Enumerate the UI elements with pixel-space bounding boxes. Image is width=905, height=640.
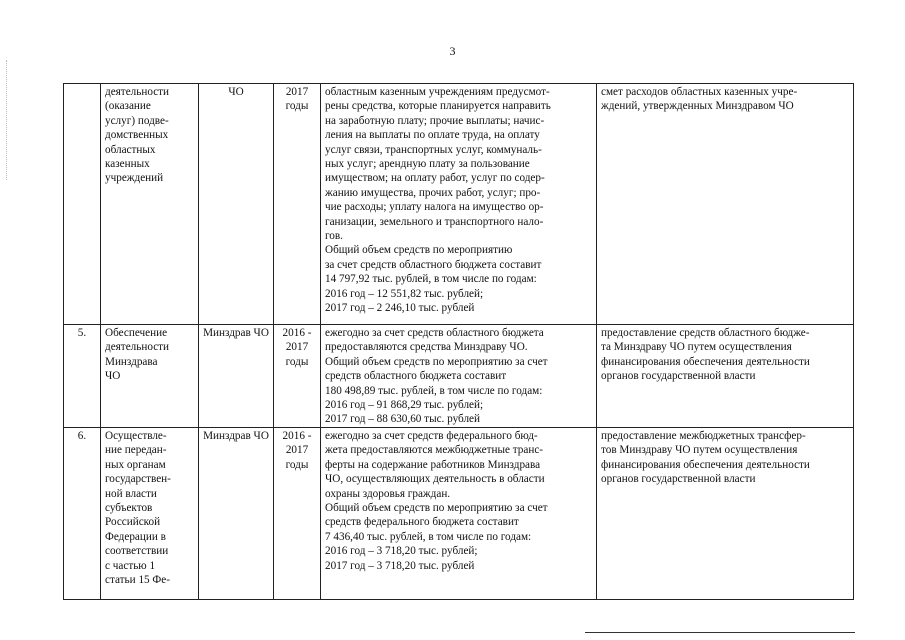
- description-line: Общий объем средств по мероприятию за счет: [325, 355, 548, 368]
- description-line: жета предоставляются межбюджетные транс-: [325, 444, 544, 457]
- description-line: 2016 год – 3 718,20 тыс. рублей;: [325, 545, 478, 558]
- term-cell: [274, 428, 321, 600]
- description-line: ных услуг; арендную плату за пользование: [325, 158, 530, 171]
- measure-name-line: Минздрава: [105, 355, 158, 368]
- description-line: средств федерального бюджета составит: [325, 516, 519, 529]
- measure-name-line: домственных: [105, 129, 169, 142]
- expected-result-line: ждений, утвержденных Минздравом ЧО: [601, 100, 794, 113]
- description-line: средств областного бюджета составит: [325, 370, 507, 383]
- expected-result-line: та Минздраву ЧО путем осуществления: [601, 341, 792, 354]
- table-body: [64, 84, 854, 600]
- measure-name-line: субъектов: [105, 502, 153, 515]
- implementation-term: 2016 - 2017 годы: [282, 327, 312, 368]
- responsible-cell: [199, 325, 274, 428]
- expected-result-cell: [597, 428, 854, 600]
- responsible-cell: [199, 428, 274, 600]
- description-line: 14 797,92 тыс. рублей, в том числе по годам:: [325, 273, 537, 286]
- description-line: 2016 год – 91 868,29 тыс. рублей;: [325, 399, 484, 412]
- expected-result-cell: [597, 84, 854, 325]
- expected-result-line: финансирования обеспечения деятельности: [601, 355, 810, 368]
- row-number: 6.: [77, 430, 87, 442]
- description-line: ления на выплаты по оплате труда, на оплату: [325, 129, 540, 142]
- row-number: 5.: [77, 327, 87, 339]
- description-line: на заработную плату; прочие выплаты; начис-: [325, 114, 545, 127]
- expected-result-line: финансирования обеспечения деятельности: [601, 458, 810, 471]
- measure-name-line: государствен-: [105, 473, 171, 486]
- description-line: 2017 год – 88 630,60 тыс. рублей: [325, 413, 480, 426]
- description-line: 2016 год – 12 551,82 тыс. рублей;: [325, 287, 484, 300]
- expected-result-line: предоставление межбюджетных трансфер-: [601, 430, 806, 442]
- description-line: охраны здоровья граждан.: [325, 487, 451, 500]
- table-row: [64, 428, 854, 600]
- description-line: гов.: [325, 230, 343, 243]
- measure-name-line: соответствии: [105, 545, 169, 558]
- measure-name-line: ных органам: [105, 458, 166, 471]
- scan-edge-marks: [6, 60, 8, 180]
- description-cell: [321, 325, 597, 428]
- description-line: рены средства, которые планируется направить: [325, 100, 551, 113]
- expected-result-line: органов государственной власти: [601, 473, 756, 486]
- description-line: имуществом; на оплату работ, услуг по содер-: [325, 172, 545, 185]
- measure-name-line: с частью 1: [105, 559, 156, 572]
- expected-result-line: органов государственной власти: [601, 370, 756, 383]
- description-line: 7 436,40 тыс. рублей, в том числе по годам:: [325, 530, 532, 543]
- measure-name-line: Обеспечение: [105, 327, 168, 339]
- implementation-term: 2017 годы: [285, 86, 309, 113]
- measure-name-line: деятельности: [105, 86, 170, 98]
- description-line: 2017 год – 2 246,10 тыс. рублей: [325, 302, 475, 315]
- page-number: 3: [449, 44, 456, 58]
- responsible-executor: Минздрав ЧО: [203, 327, 269, 339]
- description-line: услуг связи, транспортных услуг, коммуналь-: [325, 143, 542, 156]
- description-cell: [321, 428, 597, 600]
- description-line: ежегодно за счет средств федерального бюд-: [325, 430, 538, 442]
- description-line: ЧО, осуществляющих деятельность в области: [325, 473, 545, 486]
- measure-name-line: деятельности: [105, 341, 170, 354]
- measure-name-line: Российской: [105, 516, 161, 529]
- description-line: ганизации, земельного и транспортного нало-: [325, 215, 544, 228]
- table-row: [64, 84, 854, 325]
- description-line: ферты на содержание работников Минздрава: [325, 458, 541, 471]
- description-line: Общий объем средств по мероприятию: [325, 244, 513, 257]
- measure-name-line: (оказание: [105, 100, 151, 113]
- measure-name-line: Федерации в: [105, 530, 166, 543]
- measure-name-line: статьи 15 Фе-: [105, 574, 170, 587]
- bottom-rule: [585, 632, 855, 633]
- measure-name-line: ние передан-: [105, 444, 167, 457]
- term-cell: [274, 325, 321, 428]
- responsible-executor: Минздрав ЧО: [203, 430, 269, 442]
- description-cell: [321, 84, 597, 325]
- description-line: предоставляются средства Минздраву ЧО.: [325, 341, 528, 354]
- description-line: 180 498,89 тыс. рублей, в том числе по годам:: [325, 384, 543, 397]
- expected-result-line: смет расходов областных казенных учре-: [601, 86, 798, 98]
- description-line: Общий объем средств по мероприятию за счет: [325, 502, 548, 515]
- measure-name-cell: [101, 325, 199, 428]
- measure-name-line: казенных: [105, 158, 150, 171]
- measure-name-line: Осуществле-: [105, 430, 167, 442]
- measure-name-line: услуг) подве-: [105, 114, 169, 127]
- measure-name-line: ной власти: [105, 487, 157, 500]
- responsible-cell: [199, 84, 274, 325]
- description-line: ежегодно за счет средств областного бюджета: [325, 327, 544, 339]
- measure-name-cell: [101, 84, 199, 325]
- row-number-cell: [64, 84, 101, 325]
- description-line: за счет средств областного бюджета составит: [325, 258, 542, 271]
- expected-result-cell: [597, 325, 854, 428]
- measure-name-line: ЧО: [105, 370, 121, 383]
- measure-name-cell: [101, 428, 199, 600]
- implementation-term: 2016 - 2017 годы: [282, 430, 312, 471]
- description-line: 2017 год – 3 718,20 тыс. рублей: [325, 559, 475, 572]
- table-row: [64, 325, 854, 428]
- term-cell: [274, 84, 321, 325]
- description-line: областным казенным учреждениям предусмот-: [325, 86, 550, 98]
- description-line: жанию имущества, прочих работ, услуг; про-: [325, 186, 541, 199]
- measures-table: [63, 83, 854, 600]
- measure-name-line: учреждений: [105, 172, 164, 185]
- measure-name-line: областных: [105, 143, 156, 156]
- responsible-executor: ЧО: [228, 86, 244, 98]
- description-line: чие расходы; уплату налога на имущество ор-: [325, 201, 544, 214]
- expected-result-line: тов Минздраву ЧО путем осуществления: [601, 444, 798, 457]
- row-number-cell: [64, 428, 101, 600]
- expected-result-line: предоставление средств областного бюдже-: [601, 327, 810, 339]
- row-number-cell: [64, 325, 101, 428]
